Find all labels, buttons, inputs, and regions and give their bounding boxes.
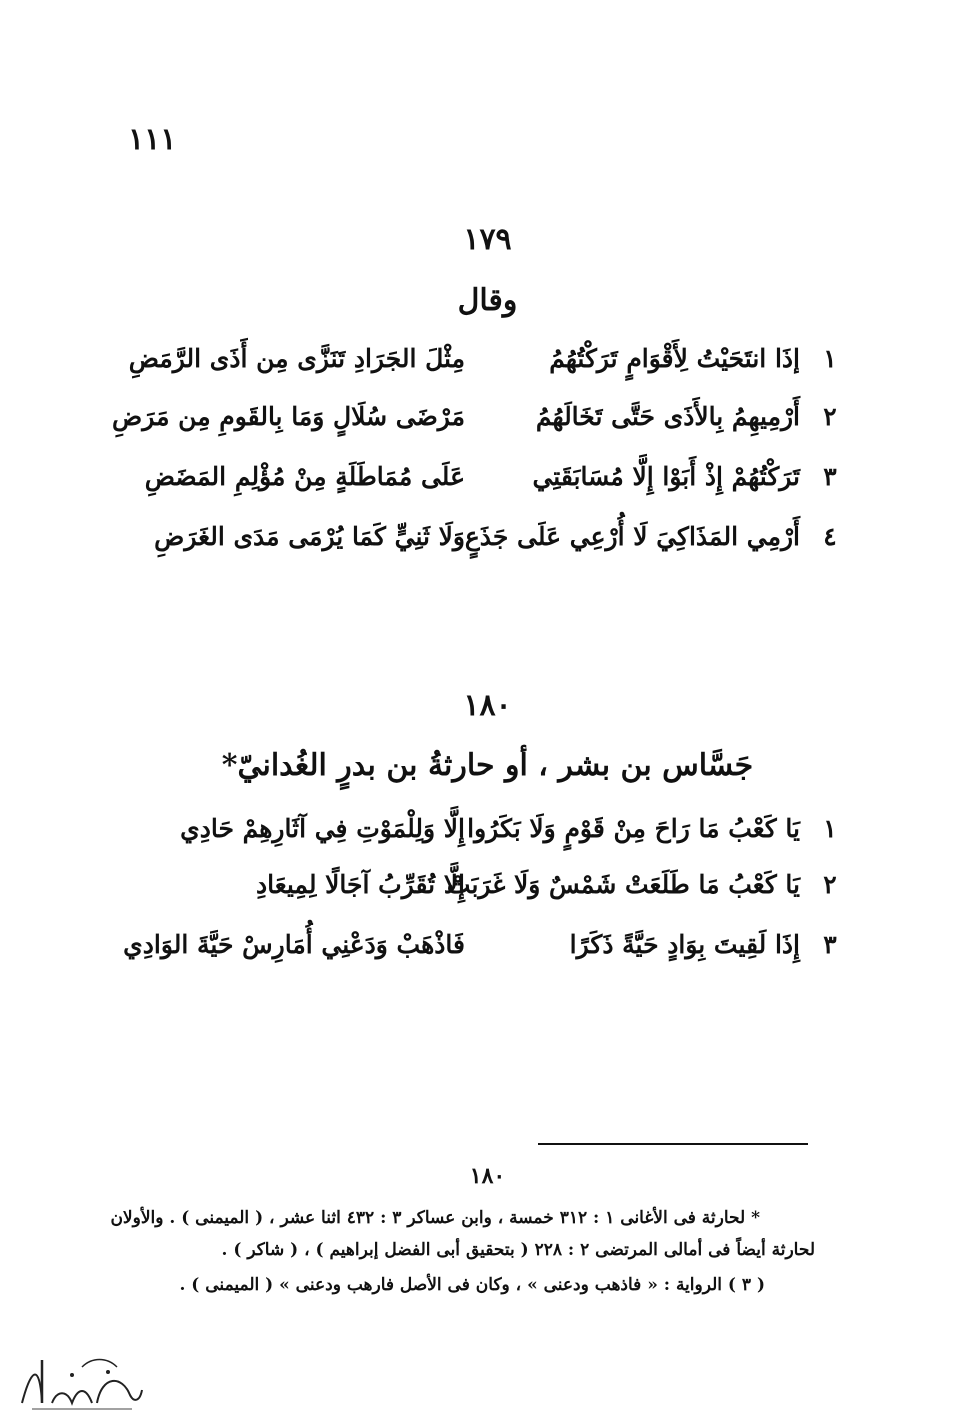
verse-number: ٤ bbox=[823, 522, 837, 551]
poem-title: جَسَّاس بن بشر ، أو حارثةُ بن بدرٍ الغُدانيّ* bbox=[221, 748, 754, 783]
verse-second-hemistich: عَلَى مُمَاطَلَةٍ مِنْ مُؤْلِمِ المَضَضِ bbox=[144, 462, 465, 491]
verse-first-hemistich: يَا كَعْبُ مَا طَلَعَتْ شَمْسٌ وَلَا غَرَبَتْ bbox=[446, 870, 800, 899]
footnote-divider bbox=[538, 1143, 808, 1145]
poem-number: ١٨٠ bbox=[463, 688, 512, 723]
footnote-section-number: ١٨٠ bbox=[469, 1163, 506, 1189]
verse bbox=[130, 340, 845, 384]
verse bbox=[130, 518, 845, 562]
verse bbox=[123, 926, 845, 970]
verse-first-hemistich: أَرْمِي المَذَاكِيَ لَا أُرْعِي عَلَى جَذَعٍ bbox=[464, 522, 800, 551]
verse bbox=[130, 810, 845, 854]
verse bbox=[112, 398, 845, 442]
verse-number: ١ bbox=[823, 814, 837, 843]
verse-number: ٣ bbox=[823, 930, 837, 959]
verse-first-hemistich: تَرَكْتُهُمْ إِذْ أَبَوْا إِلَّا مُسَابَقَتِي bbox=[532, 462, 800, 491]
verse-second-hemistich: مِثْلَ الجَرَادِ تَنَزَّى مِن أَذَى الرَّمَضِ bbox=[128, 344, 465, 373]
verse bbox=[130, 458, 845, 502]
verse-second-hemistich: إِلَّا تُقَرِّبُ آجَالًا لِمِيعَادِ bbox=[256, 870, 465, 899]
verse-first-hemistich: إِذَا لَقِيتَ بِوَادٍ حَيَّةً ذَكَرًا bbox=[569, 930, 800, 959]
verse bbox=[130, 866, 845, 910]
verse-first-hemistich: يَا كَعْبُ مَا رَاحَ مِنْ قَوْمٍ وَلَا بَكَرُوا bbox=[467, 814, 800, 843]
verse-second-hemistich: مَرْضَى سُلَالٍ وَمَا بِالقَومِ مِن مَرَضِ bbox=[112, 402, 465, 431]
verse-second-hemistich: وَلَا ثَنِيٍّ كَمَا يُرْمَى مَدَى الغَرَضِ bbox=[154, 522, 465, 551]
verse-number: ٣ bbox=[823, 462, 837, 491]
verse-number: ٢ bbox=[823, 870, 837, 899]
stamp-calligraphy-icon bbox=[12, 1345, 147, 1415]
verse-second-hemistich: إِلَّا وَلِلْمَوْتِ فِي آثَارِهِمْ حَادِي bbox=[180, 814, 465, 843]
library-stamp-logo bbox=[12, 1345, 147, 1415]
verse-first-hemistich: إذَا انتَحَيْتُ لِأَقْوَامٍ تَرَكْتُهُمُ bbox=[549, 344, 800, 373]
verse-second-hemistich: فَاذْهَبْ وَدَعْنِي أُمَارِسْ حَيَّةَ الوَادِي bbox=[123, 930, 465, 959]
footnote-line: ( ٣ ) الرواية : « فاذهب ودعنى » ، وكان فى الأصل فارهب ودعنى » ( الميمنى ) . bbox=[179, 1275, 765, 1295]
poem-number: ١٧٩ bbox=[463, 222, 512, 257]
verse-first-hemistich: أَرْمِيهِمُ بِالأَذَى حَتَّى تَخَالَهُمُ bbox=[535, 402, 800, 431]
footnote-line: * لحارثة فى الأغانى ١ : ٣١٢ خمسة ، وابن عساكر ٣ : ٤٣٢ اثنا عشر ، ( الميمنى ) . والأولان bbox=[110, 1208, 760, 1228]
footnote-line: لحارثة أيضاً فى أمالى المرتضى ٢ : ٢٢٨ ( بتحقيق أبى الفضل إبراهيم ) ، ( شاكر ) . bbox=[221, 1240, 815, 1260]
page-number: ١١١ bbox=[128, 122, 177, 157]
poem-title: وقال bbox=[457, 283, 518, 318]
verse-number: ٢ bbox=[823, 402, 837, 431]
verse-number: ١ bbox=[823, 344, 837, 373]
